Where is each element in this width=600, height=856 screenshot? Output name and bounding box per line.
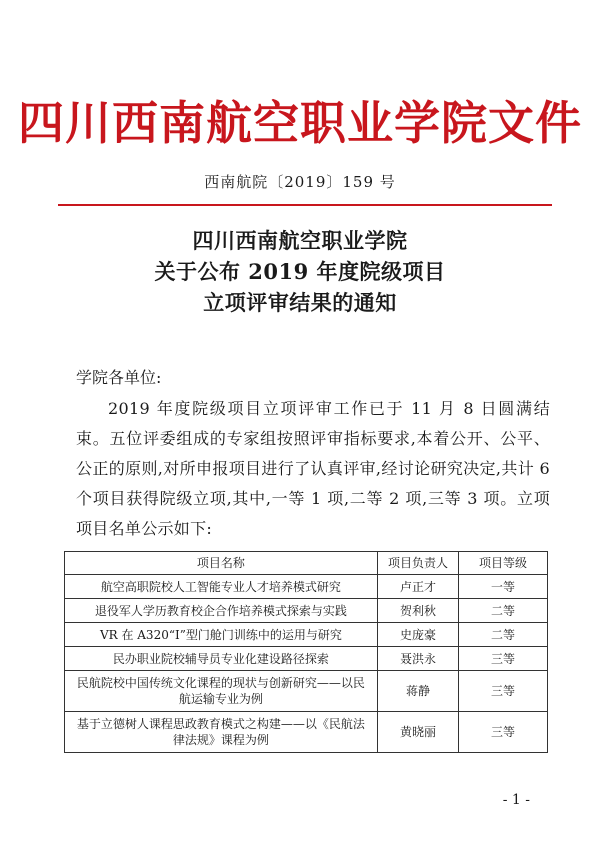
project-name: 民办职业院校辅导员专业化建设路径探索: [65, 647, 378, 671]
page-number: - 1 -: [502, 792, 530, 808]
project-level: 一等: [459, 575, 548, 599]
project-name: 民航院校中国传统文化课程的现状与创新研究——以民航运输专业为例: [65, 671, 378, 712]
project-level: 三等: [459, 647, 548, 671]
body-paragraph-container: [76, 394, 550, 544]
document-number: 西南航院〔2019〕159 号: [204, 173, 396, 191]
project-name: 基于立德树人课程思政教育模式之构建——以《民航法律法规》课程为例: [65, 712, 378, 753]
project-lead: 史庞豪: [377, 623, 458, 647]
project-lead: 贺利秋: [377, 599, 458, 623]
red-divider-line: [58, 204, 552, 206]
notice-title: [0, 225, 600, 318]
salutation: 学院各单位:: [76, 368, 162, 387]
table-row: [65, 599, 548, 623]
header-project-level: 项目等级: [459, 552, 548, 575]
table-row: [65, 712, 548, 753]
project-lead: 聂洪永: [377, 647, 458, 671]
project-name: 退役军人学历教育校企合作培养模式探索与实践: [65, 599, 378, 623]
title-line-1: 四川西南航空职业学院: [192, 228, 408, 253]
project-table: [64, 551, 548, 753]
project-level: 二等: [459, 599, 548, 623]
project-level: 三等: [459, 671, 548, 712]
project-level: 三等: [459, 712, 548, 753]
table-row: [65, 623, 548, 647]
project-name: 航空高职院校人工智能专业人才培养模式研究: [65, 575, 378, 599]
org-header-title: 四川西南航空职业学院文件: [18, 96, 582, 150]
header-project-name: 项目名称: [65, 552, 378, 575]
header-project-lead: 项目负责人: [377, 552, 458, 575]
body-paragraph: 2019 年度院级项目立项评审工作已于 11 月 8 日圆满结束。五位评委组成的专家组按照评审指标要求,本着公开、公平、公正的原则,对所申报项目进行了认真评审,经讨论研究决定,共计 6 个项目获得院级立项,其中,一等 1 项,二等 2 项,三等 3 项。立项项目名单公示如下:: [76, 399, 550, 538]
project-lead: 蒋静: [377, 671, 458, 712]
title-line-2: 关于公布 2019 年度院级项目: [154, 259, 446, 284]
project-lead: 黄晓丽: [377, 712, 458, 753]
table-row: [65, 575, 548, 599]
table-header-row: [65, 552, 548, 575]
project-level: 二等: [459, 623, 548, 647]
project-name: VR 在 A320“I”型门舱门训练中的运用与研究: [65, 623, 378, 647]
table-row: [65, 671, 548, 712]
title-line-3: 立项评审结果的通知: [203, 290, 397, 315]
project-lead: 卢正才: [377, 575, 458, 599]
table-row: [65, 647, 548, 671]
